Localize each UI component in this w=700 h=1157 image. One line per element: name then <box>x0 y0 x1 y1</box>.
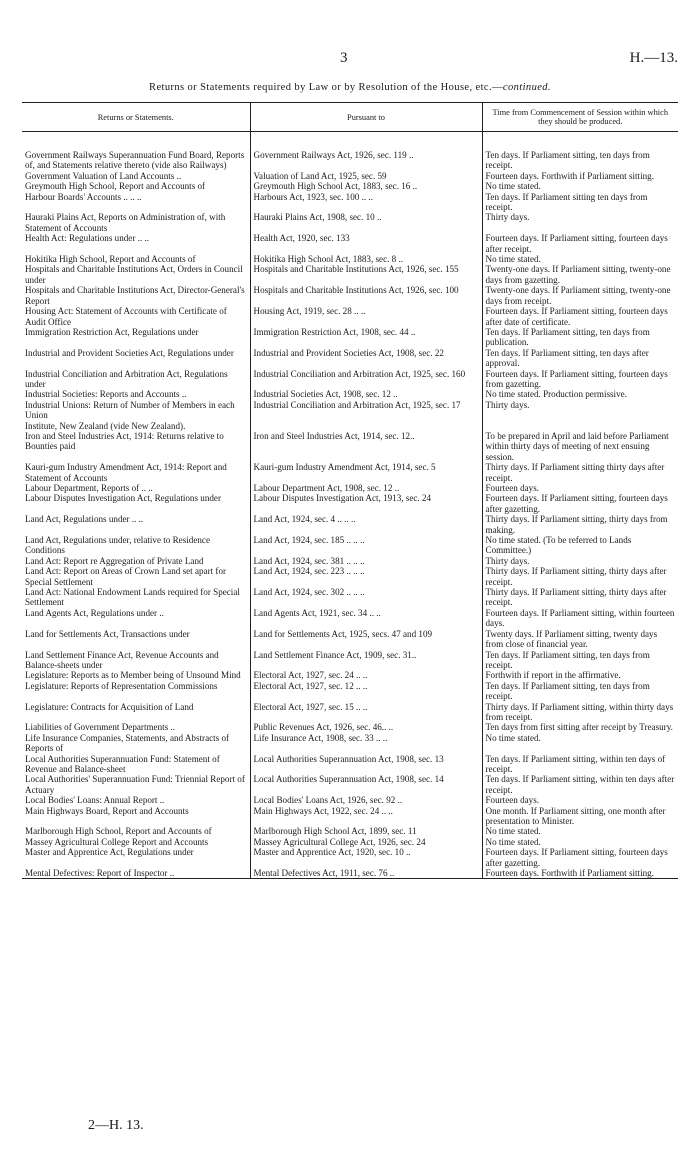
cell-time-limit: Forthwith if report in the affirmative. <box>482 670 678 680</box>
cell-time-limit: Thirty days. If Parliament sitting thirty days after receipt. <box>482 462 678 483</box>
cell-pursuant-to: Land Agents Act, 1921, sec. 34 .. .. <box>250 608 482 629</box>
cell-time-limit: Fourteen days. If Parliament sitting, fourteen days after receipt. <box>482 233 678 254</box>
cell-pursuant-to: Labour Department Act, 1908, sec. 12 .. <box>250 483 482 493</box>
table-row <box>22 212 678 233</box>
cell-return: Iron and Steel Industries Act, 1914: Returns relative to Bounties paid <box>25 430 224 452</box>
cell-pursuant-to: Mental Defectives Act, 1911, sec. 76 .. <box>250 868 482 879</box>
cell-return: Health Act: Regulations under .. .. <box>25 233 150 244</box>
cell-pursuant-to: Iron and Steel Industries Act, 1914, sec. 12.. <box>250 431 482 462</box>
cell-time-limit: Ten days. If Parliament sitting, within ten days of receipt. <box>482 754 678 775</box>
cell-pursuant-to: Government Railways Act, 1926, sec. 119 .. <box>250 150 482 171</box>
cell-time-limit: Ten days. If Parliament sitting, ten days from receipt. <box>482 681 678 702</box>
cell-pursuant-to: Hospitals and Charitable Institutions Act, 1926, sec. 155 <box>250 264 482 285</box>
table-row <box>22 462 678 483</box>
column-header-returns: Returns or Statements. <box>22 103 250 132</box>
cell-return: Land for Settlements Act, Transactions under <box>25 628 190 639</box>
table-row <box>22 150 678 171</box>
cell-time-limit: Thirty days. If Parliament sitting, within thirty days from receipt. <box>482 702 678 723</box>
cell-pursuant-to: Hauraki Plains Act, 1908, sec. 10 .. <box>250 212 482 233</box>
table-row <box>22 837 678 847</box>
column-header-time: Time from Commencement of Session within which they should be produced. <box>482 103 678 132</box>
cell-time-limit: Fourteen days. <box>482 795 678 805</box>
cell-return: Immigration Restriction Act, Regulations under <box>25 326 199 337</box>
title-main: Returns or Statements required by Law or by Resolution of the House, etc.— <box>149 82 503 93</box>
table-row <box>22 650 678 671</box>
table-row <box>22 733 678 754</box>
cell-pursuant-to: Housing Act, 1919, sec. 28 .. .. <box>250 306 482 327</box>
returns-table <box>22 102 678 879</box>
cell-return: Legislature: Contracts for Acquisition of Land <box>25 701 194 712</box>
cell-return: Land Act: National Endowment Lands required for Special Settlement <box>25 587 240 608</box>
cell-time-limit: Ten days. If Parliament sitting, ten days after approval. <box>482 348 678 369</box>
table-row <box>22 847 678 868</box>
cell-pursuant-to: Land Act, 1924, sec. 223 .. .. .. <box>250 566 482 587</box>
cell-pursuant-to: Hospitals and Charitable Institutions Act, 1926, sec. 100 <box>250 285 482 306</box>
cell-pursuant-to: Immigration Restriction Act, 1908, sec. 44 .. <box>250 327 482 348</box>
table-row <box>22 483 678 493</box>
cell-return: Housing Act: Statement of Accounts with Certificate of Audit Office <box>25 306 227 327</box>
cell-return: Main Highways Board, Report and Accounts <box>25 805 189 816</box>
cell-return: Labour Disputes Investigation Act, Regulations under <box>25 493 221 504</box>
cell-pursuant-to: Electoral Act, 1927, sec. 24 .. .. <box>250 670 482 680</box>
title-continued: continued. <box>502 82 551 93</box>
cell-pursuant-to: Land Act, 1924, sec. 381 .. .. .. <box>250 556 482 566</box>
cell-return: Life Insurance Companies, Statements, and Abstracts of Reports of <box>25 732 230 754</box>
cell-time-limit <box>482 421 678 431</box>
cell-pursuant-to: Health Act, 1920, sec. 133 <box>250 233 482 254</box>
cell-return: Industrial Conciliation and Arbitration Act, Regulations under <box>25 368 228 389</box>
column-header-pursuant: Pursuant to <box>250 103 482 132</box>
page-number: 3 <box>340 50 348 66</box>
cell-pursuant-to: Industrial Conciliation and Arbitration Act, 1925, sec. 160 <box>250 369 482 390</box>
cell-pursuant-to: Electoral Act, 1927, sec. 12 .. .. <box>250 681 482 702</box>
table-row <box>22 722 678 732</box>
cell-pursuant-to: Kauri-gum Industry Amendment Act, 1914, sec. 5 <box>250 462 482 483</box>
cell-pursuant-to: Land Act, 1924, sec. 185 .. .. .. <box>250 535 482 556</box>
cell-return: Land Act, Regulations under, relative to Residence Conditions <box>25 535 210 556</box>
cell-time-limit: Twenty-one days. If Parliament sitting, twenty-one days from receipt. <box>482 285 678 306</box>
cell-time-limit: Ten days. If Parliament sitting ten days from receipt. <box>482 192 678 213</box>
table-row <box>22 806 678 827</box>
table-row <box>22 233 678 254</box>
cell-time-limit: Fourteen days. If Parliament sitting, fourteen days after gazetting. <box>482 847 678 868</box>
table-row <box>22 670 678 680</box>
cell-return: Hospitals and Charitable Institutions Act, Director-General's Report <box>25 285 245 306</box>
cell-return: Government Valuation of Land Accounts .. <box>25 170 182 181</box>
cell-pursuant-to: Valuation of Land Act, 1925, sec. 59 <box>250 171 482 181</box>
cell-return: Local Authorities Superannuation Fund: Statement of Revenue and Balance-sheet <box>25 753 220 774</box>
cell-return: Local Authorities' Superannuation Fund: Triennial Report of Actuary <box>25 774 245 795</box>
cell-return: Liabilities of Government Departments .. <box>25 722 176 733</box>
cell-return: Land Agents Act, Regulations under .. <box>25 607 164 618</box>
cell-pursuant-to: Land Act, 1924, sec. 302 .. .. .. <box>250 587 482 608</box>
cell-time-limit: Ten days from first sitting after receipt by Treasury. <box>482 722 678 732</box>
cell-return: Kauri-gum Industry Amendment Act, 1914: Report and Statement of Accounts <box>25 462 227 483</box>
cell-time-limit: Thirty days. If Parliament sitting, thirty days after receipt. <box>482 587 678 608</box>
table-row <box>22 171 678 181</box>
cell-return: Land Act: Report on Areas of Crown Land set apart for Special Settlement <box>25 566 227 587</box>
table-row <box>22 254 678 264</box>
table-row <box>22 306 678 327</box>
table-row <box>22 566 678 587</box>
document-reference: H.—13. <box>629 50 678 66</box>
cell-time-limit: Fourteen days. If Parliament sitting, fourteen days from gazetting. <box>482 369 678 390</box>
cell-return: Hauraki Plains Act, Reports on Administration of, with Statement of Accounts <box>25 212 226 233</box>
table-row <box>22 754 678 775</box>
cell-pursuant-to: Life Insurance Act, 1908, sec. 33 .. .. <box>250 733 482 754</box>
cell-time-limit: One month. If Parliament sitting, one month after presentation to Minister. <box>482 806 678 827</box>
cell-time-limit: Ten days. If Parliament sitting, ten days from receipt. <box>482 650 678 671</box>
cell-time-limit: Ten days. If Parliament sitting, ten days from receipt. <box>482 150 678 171</box>
cell-return: Master and Apprentice Act, Regulations under <box>25 847 194 858</box>
table-header-row <box>22 103 678 132</box>
cell-return: Institute, New Zealand (vide New Zealand). <box>25 420 186 431</box>
table-row <box>22 868 678 879</box>
table-row <box>22 285 678 306</box>
cell-time-limit: No time stated. <box>482 733 678 754</box>
cell-time-limit: Ten days. If Parliament sitting, ten days from publication. <box>482 327 678 348</box>
cell-time-limit: Fourteen days. <box>482 483 678 493</box>
cell-time-limit: Thirty days. <box>482 212 678 233</box>
cell-return: Massey Agricultural College Report and Accounts <box>25 836 209 847</box>
cell-pursuant-to: Local Bodies' Loans Act, 1926, sec. 92 .. <box>250 795 482 805</box>
cell-time-limit: No time stated. <box>482 181 678 191</box>
cell-time-limit: Fourteen days. Forthwith if Parliament sitting. <box>482 868 678 879</box>
cell-time-limit: No time stated. <box>482 826 678 836</box>
table-row <box>22 535 678 556</box>
table-row <box>22 681 678 702</box>
cell-return: Land Act: Report re Aggregation of Private Land <box>25 555 204 566</box>
table-row <box>22 774 678 795</box>
cell-time-limit: Thirty days. If Parliament sitting, thirty days from making. <box>482 514 678 535</box>
cell-time-limit: Twenty days. If Parliament sitting, twenty days from close of financial year. <box>482 629 678 650</box>
cell-time-limit: No time stated. <box>482 254 678 264</box>
cell-return: Land Act, Regulations under .. .. <box>25 514 144 525</box>
cell-time-limit: To be prepared in April and laid before Parliament within thirty days of meeting of next ensuing session. <box>482 431 678 462</box>
cell-time-limit: Thirty days. If Parliament sitting, thirty days after receipt. <box>482 566 678 587</box>
table-row <box>22 264 678 285</box>
cell-return: Industrial Unions: Return of Number of Members in each Union <box>25 399 235 421</box>
table-row <box>22 629 678 650</box>
table-body <box>22 132 678 879</box>
cell-return: Legislature: Reports of Representation Commissions <box>25 680 218 691</box>
cell-time-limit: Twenty-one days. If Parliament sitting, twenty-one days from gazetting. <box>482 264 678 285</box>
cell-pursuant-to: Electoral Act, 1927, sec. 15 .. .. <box>250 702 482 723</box>
cell-pursuant-to: Marlborough High School Act, 1899, sec. 11 <box>250 826 482 836</box>
table-row <box>22 431 678 462</box>
cell-time-limit: No time stated. Production permissive. <box>482 389 678 399</box>
cell-pursuant-to: Industrial Societies Act, 1908, sec. 12 .. <box>250 389 482 399</box>
cell-pursuant-to: Land Settlement Finance Act, 1909, sec. 31.. <box>250 650 482 671</box>
cell-pursuant-to: Land Act, 1924, sec. 4 .. .. .. <box>250 514 482 535</box>
cell-pursuant-to: Local Authorities Superannuation Act, 1908, sec. 13 <box>250 754 482 775</box>
table-row <box>22 421 678 431</box>
cell-pursuant-to: Massey Agricultural College Act, 1926, sec. 24 <box>250 837 482 847</box>
cell-time-limit: Fourteen days. Forthwith if Parliament sitting. <box>482 171 678 181</box>
table-row <box>22 556 678 566</box>
cell-time-limit: Thirty days. <box>482 556 678 566</box>
cell-pursuant-to: Greymouth High School Act, 1883, sec. 16 .. <box>250 181 482 191</box>
table-row <box>22 192 678 213</box>
table-row <box>22 389 678 399</box>
cell-return: Government Railways Superannuation Fund Board, Reports of, and Statements relative thereto (vide also Railways) <box>25 150 245 171</box>
cell-time-limit: Fourteen days. If Parliament sitting, fourteen days after date of certificate. <box>482 306 678 327</box>
cell-return: Hospitals and Charitable Institutions Act, Orders in Council under <box>25 264 243 285</box>
cell-pursuant-to: Industrial Conciliation and Arbitration Act, 1925, sec. 17 <box>250 400 482 421</box>
table-row <box>22 327 678 348</box>
table-row <box>22 400 678 421</box>
cell-pursuant-to: Public Revenues Act, 1926, sec. 46.. .. <box>250 722 482 732</box>
cell-pursuant-to: Industrial and Provident Societies Act, 1908, sec. 22 <box>250 348 482 369</box>
cell-pursuant-to: Local Authorities Superannuation Act, 1908, sec. 14 <box>250 774 482 795</box>
table-row <box>22 702 678 723</box>
cell-return: Legislature: Reports as to Member being of Unsound Mind <box>25 670 241 681</box>
cell-time-limit: No time stated. <box>482 837 678 847</box>
cell-pursuant-to <box>250 421 482 431</box>
cell-pursuant-to: Hokitika High School Act, 1883, sec. 8 .. <box>250 254 482 264</box>
cell-pursuant-to: Labour Disputes Investigation Act, 1913, sec. 24 <box>250 493 482 514</box>
table-row <box>22 608 678 629</box>
cell-return: Mental Defectives: Report of Inspector .. <box>22 868 250 879</box>
cell-return: Marlborough High School, Report and Accounts of <box>25 826 212 837</box>
table-row <box>22 493 678 514</box>
table-row <box>22 826 678 836</box>
page-signature: 2—H. 13. <box>88 1118 144 1133</box>
table-row <box>22 514 678 535</box>
cell-return: Labour Department, Reports of .. .. <box>25 483 153 493</box>
cell-return: Local Bodies' Loans: Annual Report .. <box>25 795 165 806</box>
cell-time-limit: Fourteen days. If Parliament sitting, fourteen days after gazetting. <box>482 493 678 514</box>
cell-pursuant-to: Land for Settlements Act, 1925, secs. 47 and 109 <box>250 629 482 650</box>
cell-time-limit: Fourteen days. If Parliament sitting, within fourteen days. <box>482 608 678 629</box>
table-row <box>22 181 678 191</box>
table-spacer <box>22 132 678 151</box>
cell-return: Greymouth High School, Report and Accounts of <box>25 181 206 192</box>
cell-time-limit: Thirty days. <box>482 400 678 421</box>
cell-pursuant-to: Harbours Act, 1923, sec. 100 .. .. <box>250 192 482 213</box>
cell-return: Hokitika High School, Report and Accounts of <box>25 254 196 265</box>
table-row <box>22 587 678 608</box>
cell-pursuant-to: Main Highways Act, 1922, sec. 24 .. .. <box>250 806 482 827</box>
table-row <box>22 348 678 369</box>
cell-pursuant-to: Master and Apprentice Act, 1920, sec. 10 .. <box>250 847 482 868</box>
table-row <box>22 795 678 805</box>
cell-time-limit: Ten days. If Parliament sitting, within ten days after receipt. <box>482 774 678 795</box>
table-title <box>22 82 678 93</box>
cell-return: Land Settlement Finance Act, Revenue Accounts and Balance-sheets under <box>25 649 219 670</box>
table-row <box>22 369 678 390</box>
cell-return: Harbour Boards' Accounts .. .. .. <box>25 191 142 202</box>
cell-return: Industrial and Provident Societies Act, Regulations under <box>25 347 234 358</box>
cell-return: Industrial Societies: Reports and Accounts .. <box>25 389 187 400</box>
cell-time-limit: No time stated. (To be referred to Lands Committee.) <box>482 535 678 556</box>
